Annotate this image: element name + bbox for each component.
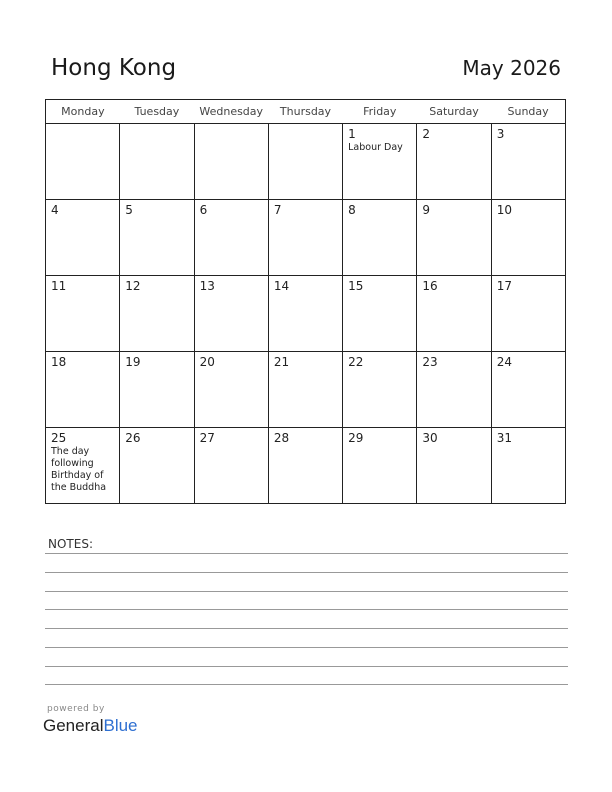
- week-row: [46, 276, 566, 352]
- day-number: 23: [422, 355, 438, 369]
- day-cell: [46, 124, 120, 200]
- day-cell: [417, 276, 491, 352]
- day-cell: [417, 428, 491, 504]
- day-cell: [491, 124, 565, 200]
- week-row: [46, 200, 566, 276]
- weekday-monday: Monday: [46, 100, 120, 124]
- day-cell: [491, 352, 565, 428]
- day-cell: [268, 276, 342, 352]
- day-number: 8: [348, 203, 356, 217]
- day-cell: [343, 428, 417, 504]
- weekday-saturday: Saturday: [417, 100, 491, 124]
- weekday-header-row: [46, 100, 566, 124]
- calendar-location-title: Hong Kong: [51, 55, 177, 81]
- generalblue-logo: [43, 716, 138, 736]
- weekday-thursday: Thursday: [268, 100, 342, 124]
- holiday-event: The day following Birthday of the Buddha: [51, 446, 107, 493]
- day-number: 24: [496, 355, 512, 369]
- day-cell: [46, 428, 120, 504]
- note-line: [45, 591, 568, 592]
- day-number: 17: [496, 279, 512, 293]
- note-line: [45, 572, 568, 573]
- day-cell: [46, 276, 120, 352]
- calendar-grid: [45, 99, 566, 504]
- note-line: [45, 628, 568, 629]
- weekday-friday: Friday: [343, 100, 417, 124]
- day-number: 9: [422, 203, 431, 217]
- day-number: 5: [125, 203, 133, 217]
- day-cell: [194, 276, 268, 352]
- day-cell: [194, 428, 268, 504]
- day-number: 21: [273, 355, 290, 369]
- day-number: 1: [348, 127, 356, 141]
- day-cell: [46, 352, 120, 428]
- day-number: 18: [51, 355, 67, 369]
- day-cell: [120, 200, 194, 276]
- day-cell: [491, 200, 565, 276]
- day-cell: [194, 352, 268, 428]
- day-number: 4: [51, 203, 59, 217]
- note-line: [45, 609, 568, 610]
- day-number: 30: [422, 431, 438, 445]
- day-number: 2: [422, 127, 431, 141]
- day-cell: [194, 200, 268, 276]
- day-number: 25: [51, 431, 67, 445]
- calendar-month-title: May 2026: [462, 56, 561, 80]
- holiday-event: Labour Day: [348, 142, 403, 153]
- week-row: [46, 428, 566, 504]
- day-number: 7: [273, 203, 282, 217]
- weekday-sunday: Sunday: [491, 100, 565, 124]
- weekday-wednesday: Wednesday: [194, 100, 268, 124]
- logo-general-text: General: [43, 716, 104, 735]
- day-cell: [46, 200, 120, 276]
- day-number: 16: [422, 279, 438, 293]
- day-number: 11: [51, 279, 67, 293]
- day-number: 29: [348, 431, 364, 445]
- day-number: 12: [125, 279, 141, 293]
- day-cell: [268, 124, 342, 200]
- week-row: [46, 352, 566, 428]
- day-cell: [194, 124, 268, 200]
- notes-label: NOTES:: [48, 537, 93, 551]
- note-line: [45, 647, 568, 648]
- day-cell: [120, 428, 194, 504]
- day-cell: [120, 276, 194, 352]
- day-cell: [343, 352, 417, 428]
- day-cell: [268, 352, 342, 428]
- day-cell: [343, 200, 417, 276]
- week-row: [46, 124, 566, 200]
- day-cell: [491, 276, 565, 352]
- day-number: 31: [496, 431, 512, 445]
- day-cell: [417, 352, 491, 428]
- day-number: 26: [125, 431, 141, 445]
- note-line: [45, 684, 568, 685]
- day-number: 3: [496, 127, 505, 141]
- day-number: 13: [199, 279, 215, 293]
- day-cell: [343, 276, 417, 352]
- day-cell: [343, 124, 417, 200]
- day-number: 10: [496, 203, 512, 217]
- day-number: 28: [273, 431, 290, 445]
- day-number: 6: [199, 203, 208, 217]
- logo-blue-text: Blue: [103, 716, 138, 735]
- powered-by-text: powered by: [47, 704, 105, 714]
- day-number: 22: [348, 355, 364, 369]
- note-line: [45, 666, 568, 667]
- day-cell: [120, 124, 194, 200]
- day-number: 19: [125, 355, 141, 369]
- day-number: 14: [273, 279, 290, 293]
- day-cell: [417, 200, 491, 276]
- day-number: 27: [199, 431, 215, 445]
- day-cell: [268, 428, 342, 504]
- weekday-tuesday: Tuesday: [120, 100, 194, 124]
- day-number: 20: [199, 355, 215, 369]
- day-cell: [120, 352, 194, 428]
- note-line: [45, 553, 568, 554]
- calendar-body: [46, 124, 566, 504]
- day-cell: [491, 428, 565, 504]
- day-cell: [268, 200, 342, 276]
- day-cell: [417, 124, 491, 200]
- day-number: 15: [348, 279, 364, 293]
